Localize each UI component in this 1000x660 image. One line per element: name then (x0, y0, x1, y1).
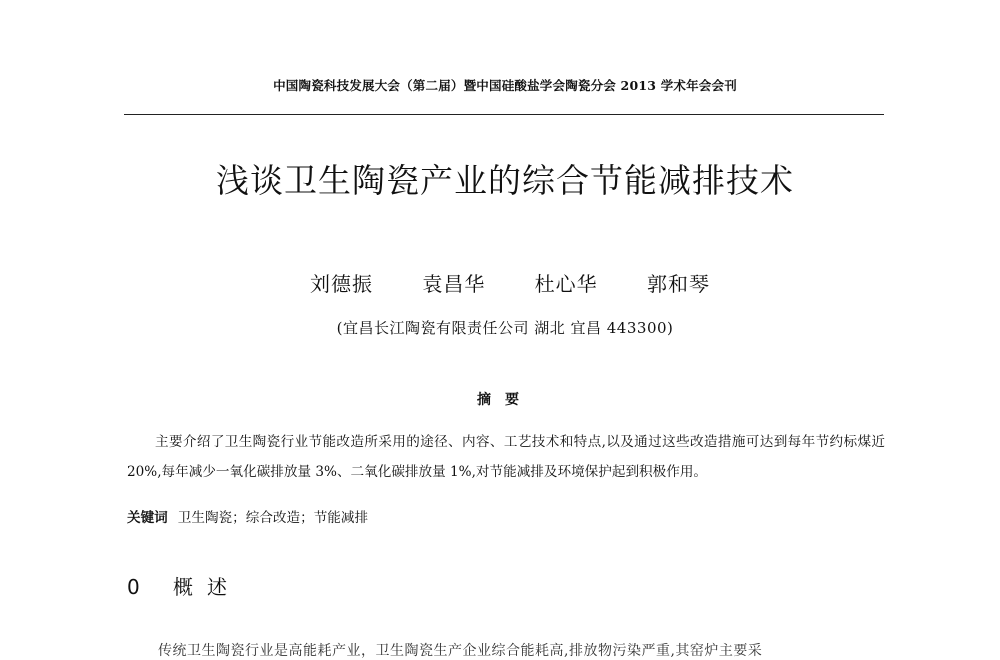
abstract-heading: 摘要 (477, 392, 533, 408)
section-heading (127, 571, 241, 600)
running-header: 中国陶瓷科技发展大会（第二届）暨中国硅酸盐学会陶瓷分会 2013 学术年会会刊 (273, 78, 737, 93)
author-name: 袁昌华 (422, 272, 486, 296)
body-text-line: 传统卫生陶瓷行业是高能耗产业，卫生陶瓷生产企业综合能耗高,排放物污染严重,其窑炉主要采 (158, 643, 763, 659)
author-list (310, 268, 710, 297)
section-title: 概述 (173, 575, 241, 599)
author-name: 郭和琴 (646, 272, 710, 296)
section-number: 0 (127, 575, 140, 599)
keywords (127, 506, 885, 526)
paper-title: 浅谈卫生陶瓷产业的综合节能减排技术 (216, 161, 794, 200)
keywords-text: 卫生陶瓷；综合改造；节能减排 (177, 510, 369, 526)
keywords-label: 关键词 (127, 510, 168, 526)
author-affiliation: (宜昌长江陶瓷有限责任公司 湖北 宜昌 443300) (336, 319, 674, 337)
abstract-body: 主要介绍了卫生陶瓷行业节能改造所采用的途径、内容、工艺技术和特点,以及通过这些改造措施可达到每年节约标煤近 20%,每年减少一氧化碳排放量 3%、二氧化碳排放量 1%,对节能减排及环境保护起到积极作用。 (127, 434, 885, 480)
author-name: 刘德振 (310, 272, 373, 296)
author-name: 杜心华 (534, 272, 598, 296)
header-rule (124, 114, 884, 115)
